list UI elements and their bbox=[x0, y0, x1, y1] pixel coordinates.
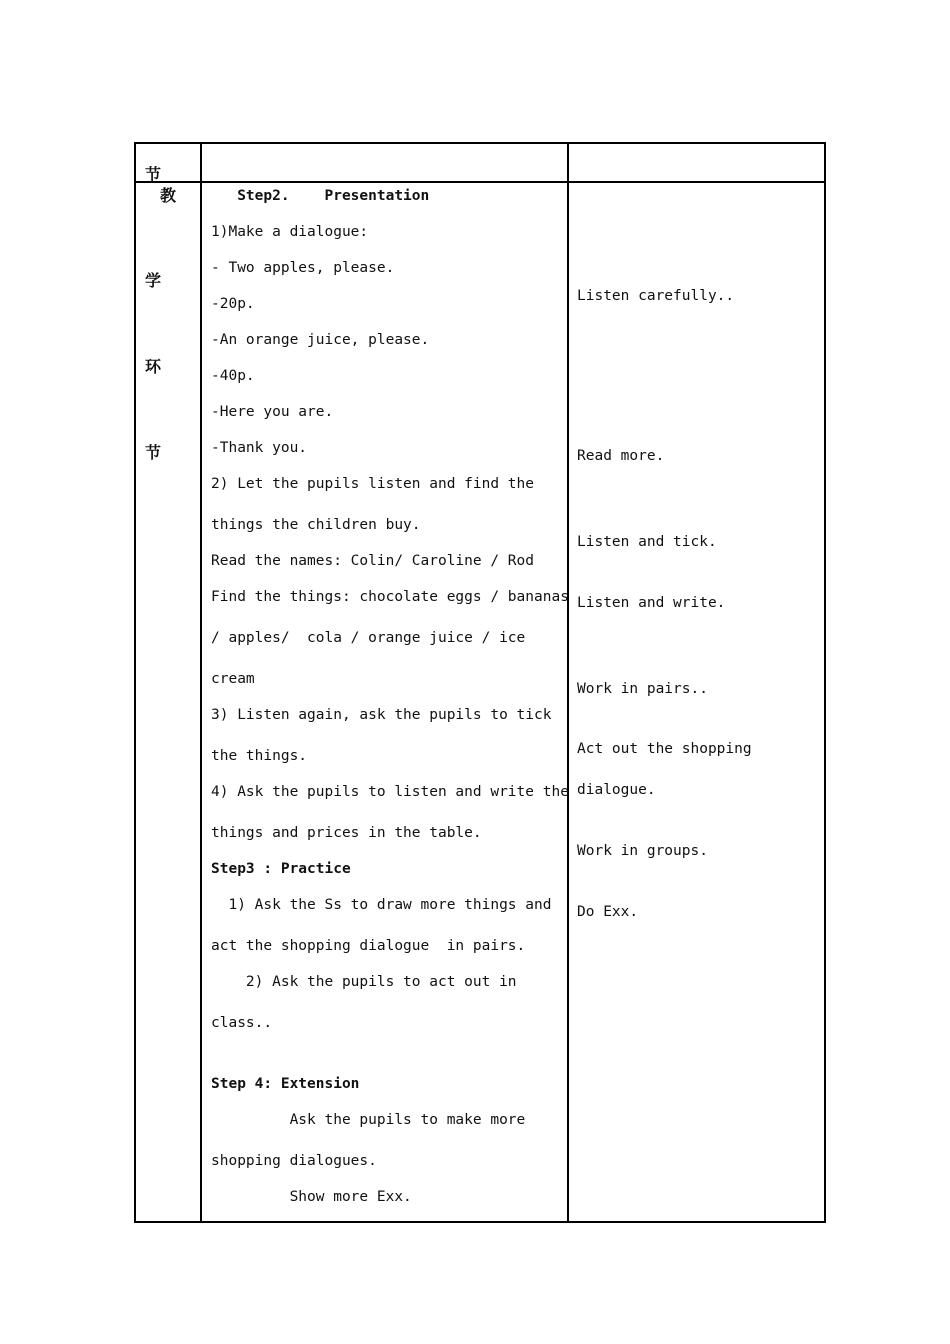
content-line: 1)Make a dialogue: bbox=[211, 224, 369, 240]
content-line: the things. bbox=[211, 748, 308, 764]
table-border-top bbox=[134, 142, 826, 144]
student-activity: Work in groups. bbox=[577, 843, 708, 859]
content-line: -An orange juice, please. bbox=[211, 332, 430, 348]
table-border-bottom bbox=[134, 1221, 826, 1223]
content-line: Find the things: chocolate eggs / bananas bbox=[211, 589, 569, 605]
content-line: class.. bbox=[211, 1015, 273, 1031]
content-line: 1) Ask the Ss to draw more things and bbox=[211, 897, 552, 913]
content-line: 4) Ask the pupils to listen and write the bbox=[211, 784, 569, 800]
student-activity: Listen and write. bbox=[577, 595, 726, 611]
content-line: shopping dialogues. bbox=[211, 1153, 377, 1169]
content-line: things the children buy. bbox=[211, 517, 421, 533]
content-line: things and prices in the table. bbox=[211, 825, 482, 841]
content-line: -Thank you. bbox=[211, 440, 308, 456]
student-activity: Listen carefully.. bbox=[577, 288, 735, 304]
table-column-divider-2 bbox=[567, 142, 569, 1223]
content-line: - Two apples, please. bbox=[211, 260, 395, 276]
step3-heading: Step3 : Practice bbox=[211, 861, 351, 877]
content-line: -40p. bbox=[211, 368, 255, 384]
content-line: 3) Listen again, ask the pupils to tick bbox=[211, 707, 552, 723]
student-activity: Work in pairs.. bbox=[577, 681, 708, 697]
content-line: Show more Exx. bbox=[211, 1189, 412, 1205]
content-line: act the shopping dialogue in pairs. bbox=[211, 938, 526, 954]
student-activity: dialogue. bbox=[577, 782, 656, 798]
student-activity: Read more. bbox=[577, 448, 665, 464]
side-label-char-4: 节 bbox=[145, 443, 162, 462]
side-label-char-3: 环 bbox=[145, 357, 162, 376]
table-border-right bbox=[824, 142, 826, 1223]
content-line: 2) Let the pupils listen and find the bbox=[211, 476, 535, 492]
content-line: cream bbox=[211, 671, 255, 687]
step4-heading: Step 4: Extension bbox=[211, 1076, 360, 1092]
student-activity: Listen and tick. bbox=[577, 534, 717, 550]
side-label-char-1: 教 bbox=[160, 186, 177, 205]
side-label-char-2: 学 bbox=[145, 271, 162, 290]
student-activity: Act out the shopping bbox=[577, 741, 752, 757]
step2-heading: Step2. Presentation bbox=[211, 188, 430, 204]
content-line: 2) Ask the pupils to act out in bbox=[211, 974, 517, 990]
side-label-top: 节 bbox=[145, 165, 162, 184]
content-line: Read the names: Colin/ Caroline / Rod bbox=[211, 553, 535, 569]
table-column-divider-1 bbox=[200, 142, 202, 1223]
table-header-divider bbox=[134, 181, 826, 183]
content-line: -20p. bbox=[211, 296, 255, 312]
content-line: -Here you are. bbox=[211, 404, 334, 420]
student-activity: Do Exx. bbox=[577, 904, 639, 920]
content-line: / apples/ cola / orange juice / ice bbox=[211, 630, 526, 646]
content-line: Ask the pupils to make more bbox=[211, 1112, 526, 1128]
table-border-left bbox=[134, 142, 136, 1223]
